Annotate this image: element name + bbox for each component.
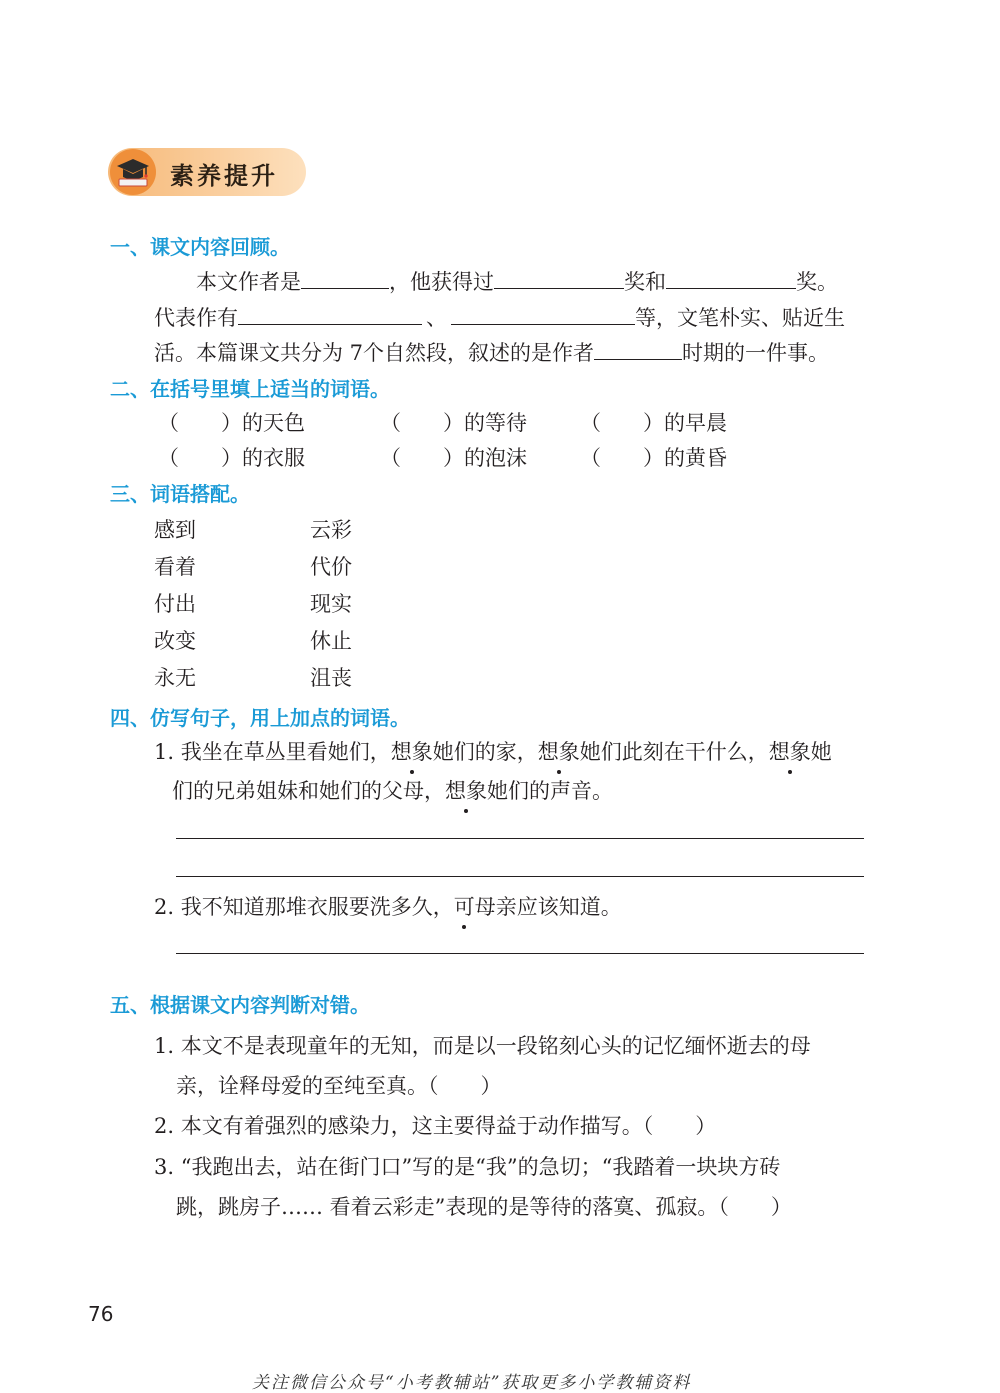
blank-item[interactable]: （ ）的等待 (380, 411, 527, 435)
match-right-word[interactable]: 沮丧 (310, 666, 352, 690)
blank-item[interactable]: （ ）的黄昏 (580, 446, 727, 470)
question-5-3-line-2[interactable]: 跳，跳房子…… 看着云彩走”表现的是等待的落寞、孤寂。（ ） (176, 1195, 792, 1219)
text: ，他获得过 (389, 270, 494, 294)
section-4-title: 四、仿写句子，用上加点的词语。 (110, 706, 410, 730)
text: 们的兄弟姐妹和她们的父母， (172, 779, 445, 803)
text: 2. 我不知道那堆衣服要洗多久， (154, 895, 454, 919)
text: 本文作者是 (196, 270, 301, 294)
section-1-line-2 (154, 302, 845, 332)
badge-circle (110, 149, 156, 195)
match-left-word[interactable]: 感到 (154, 518, 196, 542)
question-4-1-line-1 (154, 736, 832, 766)
dotted-word: 想象 (445, 775, 487, 805)
answer-line[interactable] (176, 953, 864, 954)
section-3-title: 三、词语搭配。 (110, 482, 250, 506)
section-1-line-1 (196, 266, 838, 296)
fill-blank[interactable] (666, 266, 796, 289)
text: 、 (426, 306, 447, 330)
text: 等，文笔朴实、贴近生 (635, 306, 845, 330)
section-2-title: 二、在括号里填上适当的词语。 (110, 377, 390, 401)
text: 奖。 (796, 270, 838, 294)
blank-item[interactable]: （ ）的早晨 (580, 411, 727, 435)
match-right-word[interactable]: 代价 (310, 555, 352, 579)
question-5-1-line-2[interactable]: 亲，诠释母爱的至纯至真。（ ） (176, 1074, 502, 1098)
text: 她 (810, 740, 832, 764)
question-5-1-line-1: 1. 本文不是表现童年的无知，而是以一段铭刻心头的记忆缅怀逝去的母 (154, 1034, 811, 1058)
fill-blank[interactable] (494, 266, 624, 289)
dotted-word: 想象 (538, 736, 580, 766)
text: 代表作有 (154, 306, 238, 330)
footer-note: 关注微信公众号“小考教辅站”获取更多小学教辅资料 (252, 1373, 692, 1393)
fill-blank[interactable] (238, 302, 422, 325)
graduation-cap-icon (115, 155, 151, 189)
section-1-line-3 (154, 337, 829, 367)
blank-item[interactable]: （ ）的泡沫 (380, 446, 527, 470)
section-badge (108, 148, 306, 196)
text: 她们此刻在干什么， (579, 740, 769, 764)
fill-blank[interactable] (301, 266, 389, 289)
text: 1. 我坐在草丛里看她们， (154, 740, 391, 764)
match-left-word[interactable]: 改变 (154, 629, 196, 653)
match-right-word[interactable]: 休止 (310, 629, 352, 653)
question-5-3-line-1: 3. “我跑出去，站在街门口”写的是“我”的急切；“我踏着一块块方砖 (154, 1155, 781, 1179)
section-1-title: 一、课文内容回顾。 (110, 235, 290, 259)
text: 她们的家， (432, 740, 538, 764)
blank-item[interactable]: （ ）的衣服 (158, 446, 305, 470)
question-5-2[interactable]: 2. 本文有着强烈的感染力，这主要得益于动作描写。（ ） (154, 1114, 717, 1138)
answer-line[interactable] (176, 838, 864, 839)
text: 时期的一件事。 (682, 341, 830, 365)
match-right-word[interactable]: 现实 (310, 592, 352, 616)
text: 她们的声音。 (487, 779, 613, 803)
dotted-word: 想象 (769, 736, 811, 766)
blank-item[interactable]: （ ）的天色 (158, 411, 305, 435)
answer-line[interactable] (176, 876, 864, 877)
fill-blank[interactable] (451, 302, 635, 325)
text: 母亲应该知道。 (474, 895, 622, 919)
fill-blank[interactable] (594, 337, 682, 360)
dotted-word: 可 (454, 891, 475, 921)
question-4-2 (154, 891, 622, 921)
match-right-word[interactable]: 云彩 (310, 518, 352, 542)
text: 奖和 (624, 270, 666, 294)
match-left-word[interactable]: 看着 (154, 555, 196, 579)
page-number: 76 (88, 1302, 114, 1326)
section-5-title: 五、根据课文内容判断对错。 (110, 993, 370, 1017)
question-4-1-line-2 (172, 775, 613, 805)
match-left-word[interactable]: 永无 (154, 666, 196, 690)
badge-title: 素养提升 (170, 162, 278, 190)
dotted-word: 想象 (391, 736, 433, 766)
text: 活。本篇课文共分为 7个自然段，叙述的是作者 (154, 341, 595, 365)
match-left-word[interactable]: 付出 (154, 592, 196, 616)
